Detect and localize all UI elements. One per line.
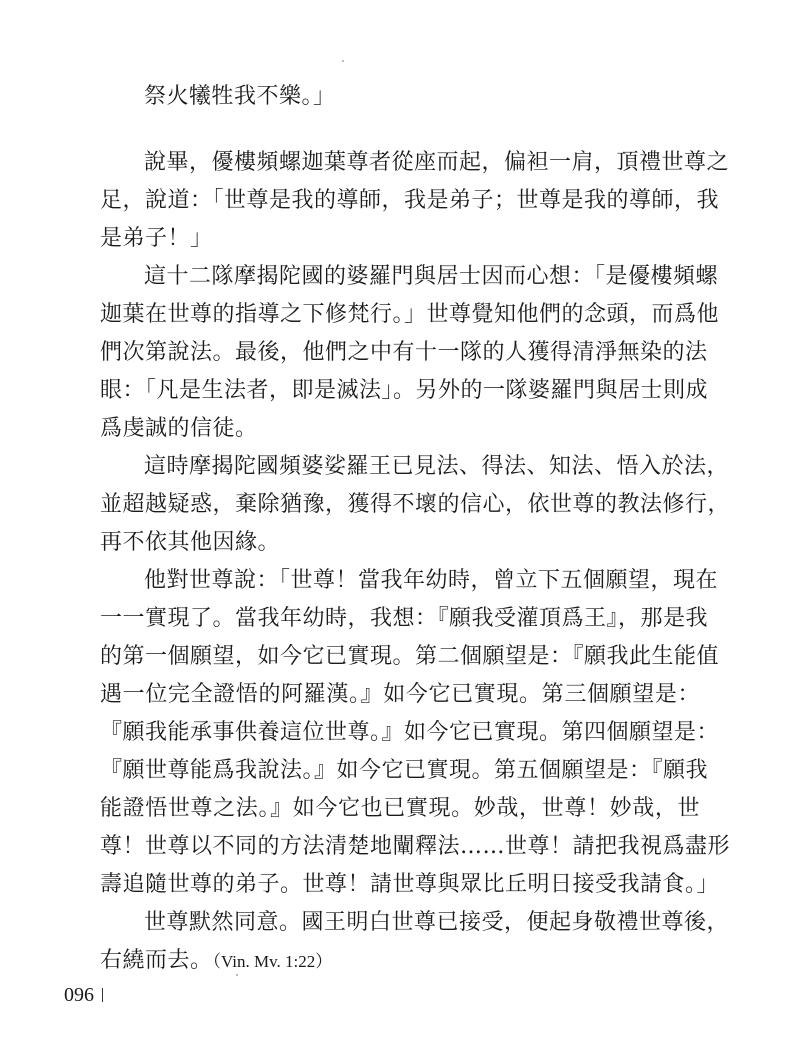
paragraph-line: 這十二隊摩揭陀國的婆羅門與居士因而心想：「是優樓頻螺 [144, 264, 719, 289]
paragraph-line: 說畢，優樓頻螺迦葉尊者從座而起，偏袒一肩，頂禮世尊之 [144, 150, 730, 175]
paragraph-line: 『願世尊能爲我說法。』如今它已實現。第五個願望是：『願我 [100, 758, 709, 783]
paragraph-line: 爲虔誠的信徒。 [100, 416, 258, 441]
paragraph-line: 世尊默然同意。國王明白世尊已接受，便起身敬禮世尊後， [144, 910, 730, 935]
page-number [64, 984, 103, 1007]
paragraph-line [100, 942, 700, 980]
paragraph-line: 並超越疑惑，棄除猶豫，獲得不壞的信心，依世尊的教法修行， [100, 492, 731, 517]
paragraph-line: 足，說道：「世尊是我的導師，我是弟子；世尊是我的導師，我 [100, 188, 720, 213]
paragraph-line: 他對世尊說：「世尊！當我年幼時，曾立下五個願望，現在 [144, 568, 719, 593]
paragraph-line: 能證悟世尊之法。』如今它也已實現。妙哉，世尊！妙哉，世 [100, 796, 700, 821]
paragraph-line: 眼：「凡是生法者，即是滅法」。另外的一隊婆羅門與居士則成 [100, 378, 709, 403]
scripture-citation: （Vin. Mv. 1:22） [212, 952, 333, 971]
paragraph-line: 一一實現了。當我年幼時，我想：『願我受灌頂爲王』，那是我 [100, 606, 709, 631]
paragraph-line: 們次第說法。最後，他們之中有十一隊的人獲得清淨無染的法 [100, 340, 708, 365]
paragraph-line: 迦葉在世尊的指導之下修梵行。」世尊覺知他們的念頭，而爲他 [100, 302, 720, 327]
verse-closing-line: 祭火犧牲我不樂。」 [144, 84, 336, 109]
scan-speck [342, 60, 344, 62]
paragraph-line: 尊！世尊以不同的方法清楚地闡釋法……世尊！請把我視爲盡形 [100, 834, 731, 859]
page-number-text: 096 [64, 984, 94, 1006]
paragraph-line: 是弟子！」 [100, 226, 213, 251]
paragraph-line: 的第一個願望，如今它已實現。第二個願望是：『願我此生能值 [100, 644, 720, 669]
paragraph-line: 壽追隨世尊的弟子。世尊！請世尊與眾比丘明日接受我請食。」 [100, 872, 720, 897]
paragraph-gap [100, 116, 700, 144]
body-text [100, 78, 731, 980]
paragraph-line: 這時摩揭陀國頻婆娑羅王已見法、得法、知法、悟入於法， [144, 454, 730, 479]
paragraph-line: 遇一位完全證悟的阿羅漢。』如今它已實現。第三個願望是： [100, 682, 700, 707]
paragraph-line: 『願我能承事供養這位世尊。』如今它已實現。第四個願望是： [100, 720, 720, 745]
closing-text: 右繞而去。 [100, 948, 213, 973]
paragraph-line: 再不依其他因緣。 [100, 530, 281, 555]
folio-divider [102, 988, 103, 1002]
